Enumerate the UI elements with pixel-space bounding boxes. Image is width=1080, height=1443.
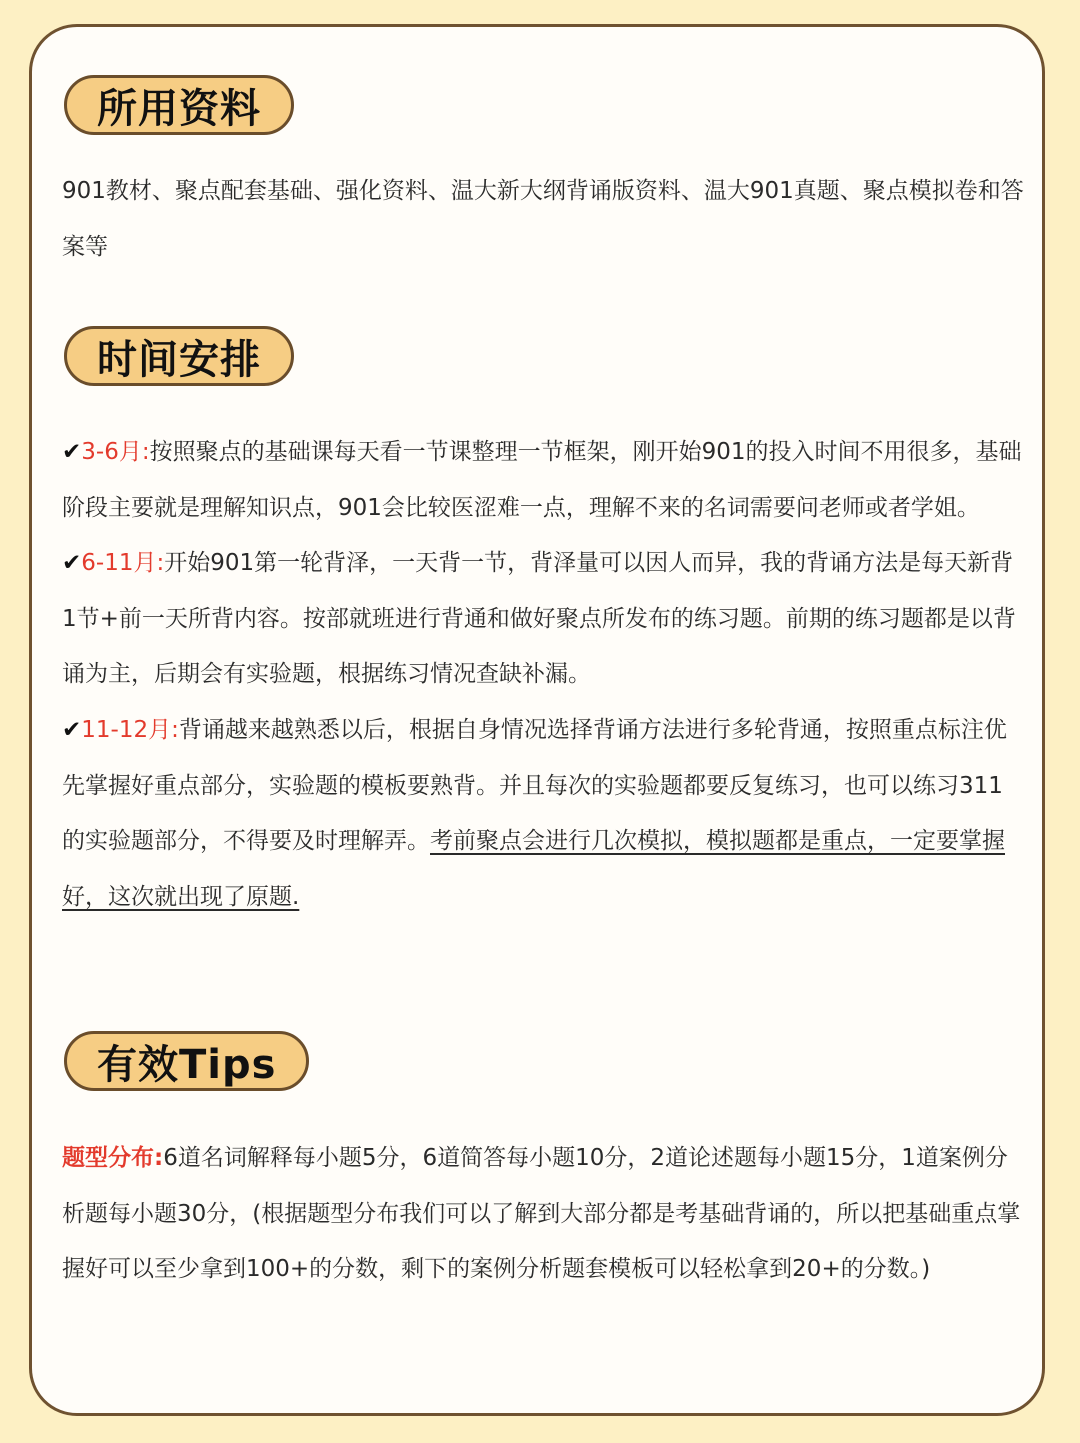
- section-heading-tips: 有效Tips: [64, 1031, 309, 1091]
- schedule-item-mar-jun: [62, 425, 1024, 536]
- underlined-note: 考前聚点会进行几次模拟，模拟题都是重点，一定要掌握好，这次就出现了原题.: [62, 828, 1005, 910]
- period-label: 11-12月:: [81, 716, 179, 743]
- period-label: 3-6月:: [81, 439, 150, 465]
- materials-text: 901教材、聚点配套基础、强化资料、温大新大纲背诵版资料、温大901真题、聚点模拟卷和答案等: [62, 178, 1024, 260]
- tips-body: 6道名词解释每小题5分，6道简答每小题10分，2道论述题每小题15分，1道案例分析题每小题30分，(根据题型分布我们可以了解到大部分都是考基础背诵的，所以把基础重点掌握好可以至少拿到100+的分数，剩下的案例分析题套模板可以轻松拿到20+的分数。): [62, 1145, 1021, 1283]
- schedule-list: [62, 425, 1024, 925]
- schedule-item-text: 背诵越来越熟悉以后，根据自身情况选择背诵方法进行多轮背通，按照重点标注优先掌握好重点部分，实验题的模板要熟背。并且每次的实验题都要反复练习，也可以练习311的实验题部分，不得要及时理解弄。: [62, 716, 1007, 855]
- schedule-item-nov-dec: [62, 703, 1024, 925]
- tips-text: [62, 1131, 1024, 1298]
- schedule-item-text: 按照聚点的基础课每天看一节课整理一节框架，刚开始901的投入时间不用很多，基础阶段主要就是理解知识点，901会比较医涩难一点，理解不来的名词需要问老师或者学姐。: [62, 439, 1022, 521]
- section-heading-materials: 所用资料: [64, 75, 294, 135]
- schedule-item-jun-nov: [62, 536, 1024, 703]
- check-icon: ✔: [62, 550, 82, 577]
- period-label: 6-11月:: [81, 550, 165, 577]
- content-card: [29, 24, 1045, 1416]
- check-icon: ✔: [62, 439, 82, 465]
- check-icon: ✔: [62, 716, 82, 743]
- section-heading-schedule: 时间安排: [64, 326, 294, 386]
- schedule-item-text: 开始901第一轮背泽，一天背一节，背泽量可以因人而异，我的背诵方法是每天新背1节+前一天所背内容。按部就班进行背通和做好聚点所发布的练习题。前期的练习题都是以背诵为主，后期会有实验题，根据练习情况查缺补漏。: [62, 550, 1016, 688]
- tips-label: 题型分布:: [62, 1145, 164, 1171]
